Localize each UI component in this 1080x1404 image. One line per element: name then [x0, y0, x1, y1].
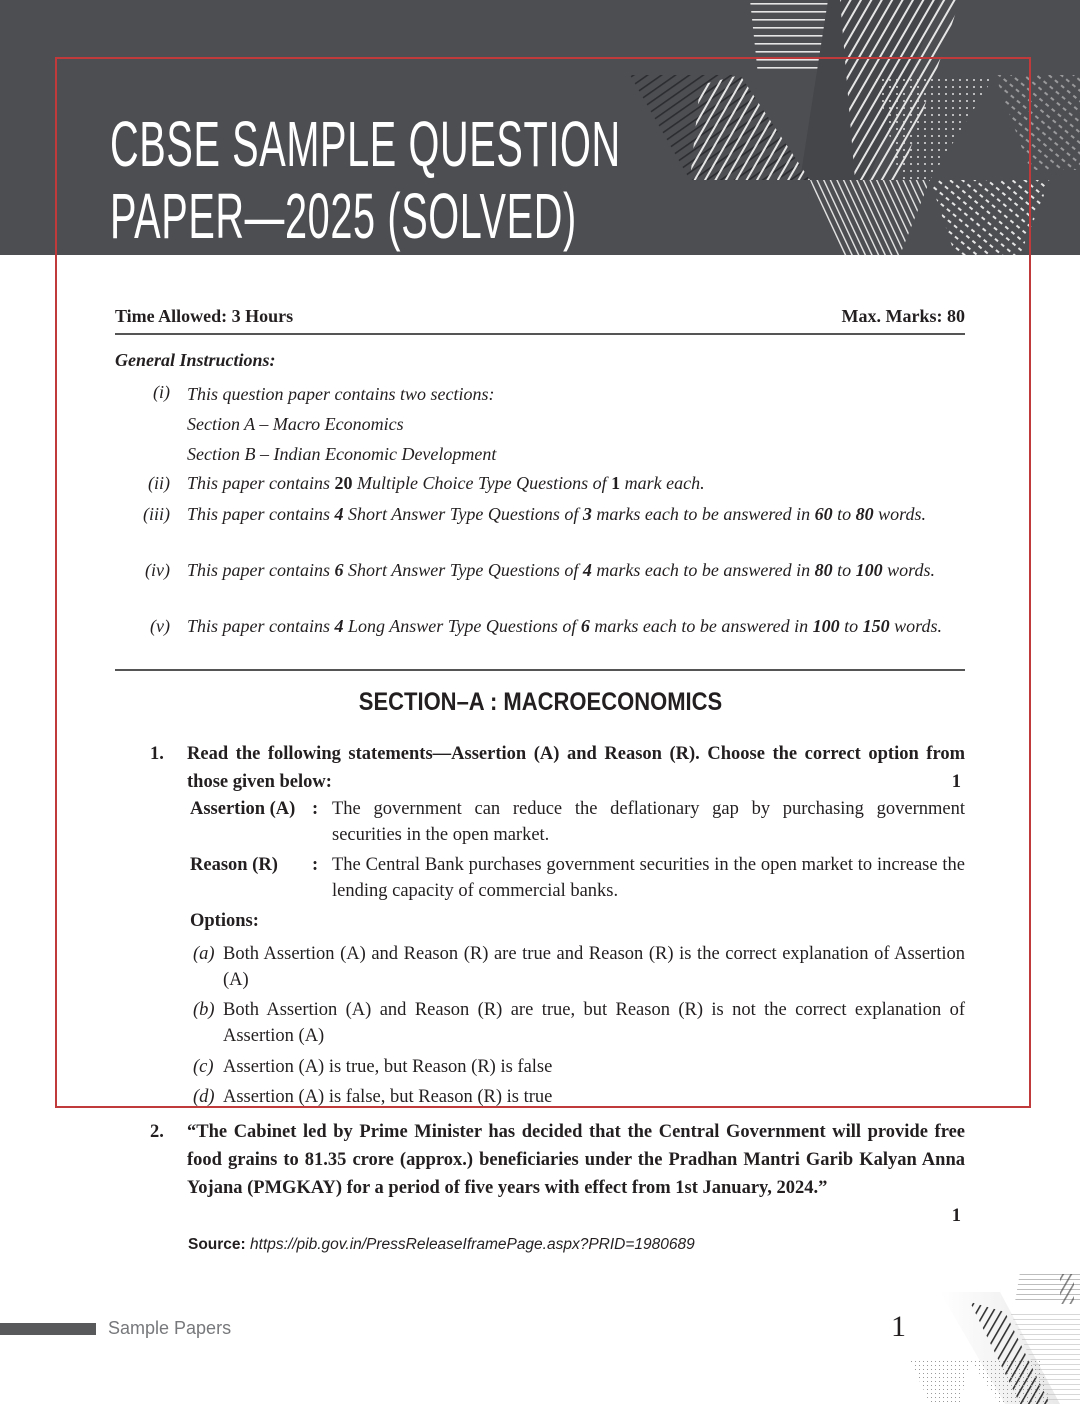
instruction-item [115, 613, 965, 665]
assertion-label: Assertion (A) [190, 799, 296, 819]
question-marks: 1 [951, 1206, 961, 1226]
time-allowed: Time Allowed: 3 Hours [115, 306, 294, 326]
section-a-label: Section A – Macro Economics [187, 414, 404, 434]
exam-meta [115, 306, 965, 335]
section-b-label: Section B – Indian Economic Development [187, 444, 497, 464]
instruction-item [115, 379, 965, 464]
instruction-text: This paper contains 20 Multiple Choice Type Questions of 1 mark each. [187, 473, 705, 493]
instruction-text: This paper contains 4 Short Answer Type Questions of 3 marks each to be answered in 60 to 80 words. [187, 504, 927, 524]
option-label: (c) [193, 1057, 214, 1077]
footer-label: Sample Papers [108, 1318, 232, 1338]
source-label: Source: [188, 1236, 246, 1253]
question-text: “The Cabinet led by Prime Minister has decided that the Central Government will provide free food grains to 81.35 crore (approx.) beneficiaries under the Pradhan Mantri Garib Kalyan Anna Yojana (PMGKAY) for a period of five years with effect from 1st January, 2024.” [187, 1122, 965, 1198]
option-text: Assertion (A) is false, but Reason (R) is true [223, 1087, 553, 1107]
reason-row [190, 852, 965, 904]
paper-title [110, 108, 621, 252]
instruction-number: (v) [150, 616, 170, 636]
footer-pattern-icon [910, 1272, 1080, 1404]
option-text: Both Assertion (A) and Reason (R) are true, but Reason (R) is not the correct explanation of Assertion (A) [223, 1000, 965, 1046]
paper-title-line-1: CBSE SAMPLE QUESTION [110, 108, 621, 180]
question-number: 1. [150, 744, 164, 764]
option-label: (b) [193, 1000, 215, 1020]
assertion-text: The government can reduce the deflationary gap by purchasing government securities in the open market. [332, 799, 965, 845]
question-2 [150, 1118, 965, 1230]
reason-colon: : [312, 855, 319, 875]
option-text: Both Assertion (A) and Reason (R) are true and Reason (R) is the correct explanation of Assertion (A) [223, 944, 965, 990]
source-link[interactable]: https://pib.gov.in/PressReleaseIframePage.aspx?PRID=1980689 [250, 1236, 695, 1253]
question-number: 2. [150, 1122, 164, 1142]
instruction-item [115, 501, 965, 553]
geometric-pattern-icon [600, 0, 1080, 255]
instruction-number: (ii) [148, 473, 170, 493]
question-text: Read the following statements—Assertion (A) and Reason (R). Choose the correct option from those given below: [187, 744, 965, 792]
instruction-item [115, 470, 965, 498]
title-banner [0, 0, 1080, 255]
option-label: (d) [193, 1087, 215, 1107]
instruction-number: (iv) [145, 560, 170, 580]
instruction-number: (iii) [143, 504, 170, 524]
question-marks: 1 [951, 772, 961, 792]
footer-bar [0, 1323, 96, 1335]
option-label: (a) [193, 944, 215, 964]
reason-text: The Central Bank purchases government securities in the open market to increase the lending capacity of commercial banks. [332, 855, 965, 901]
question-1 [150, 740, 965, 796]
max-marks: Max. Marks: 80 [841, 306, 965, 326]
instruction-text: This paper contains 6 Short Answer Type Questions of 4 marks each to be answered in 80 to 100 words. [187, 560, 936, 580]
general-instructions-title: General Instructions: [115, 350, 276, 370]
section-heading: SECTION–A : MACROECONOMICS [358, 688, 722, 716]
assertion-row [190, 796, 965, 848]
source-citation [188, 1236, 695, 1254]
page-number: 1 [891, 1310, 906, 1343]
instructions-divider [115, 669, 965, 671]
option-b [193, 997, 965, 1049]
instruction-text: This paper contains 4 Long Answer Type Questions of 6 marks each to be answered in 100 to 150 words. [187, 616, 943, 636]
reason-label: Reason (R) [190, 855, 278, 875]
instruction-number: (i) [153, 382, 170, 402]
option-c [193, 1054, 965, 1080]
options-label: Options: [190, 911, 259, 931]
paper-title-line-2: PAPER—2025 (SOLVED) [110, 180, 577, 252]
option-a [193, 941, 965, 993]
option-d [193, 1084, 965, 1110]
option-text: Assertion (A) is true, but Reason (R) is false [223, 1057, 553, 1077]
assertion-colon: : [312, 799, 319, 819]
instruction-item [115, 557, 965, 609]
instruction-text: This question paper contains two sections: [187, 384, 495, 404]
